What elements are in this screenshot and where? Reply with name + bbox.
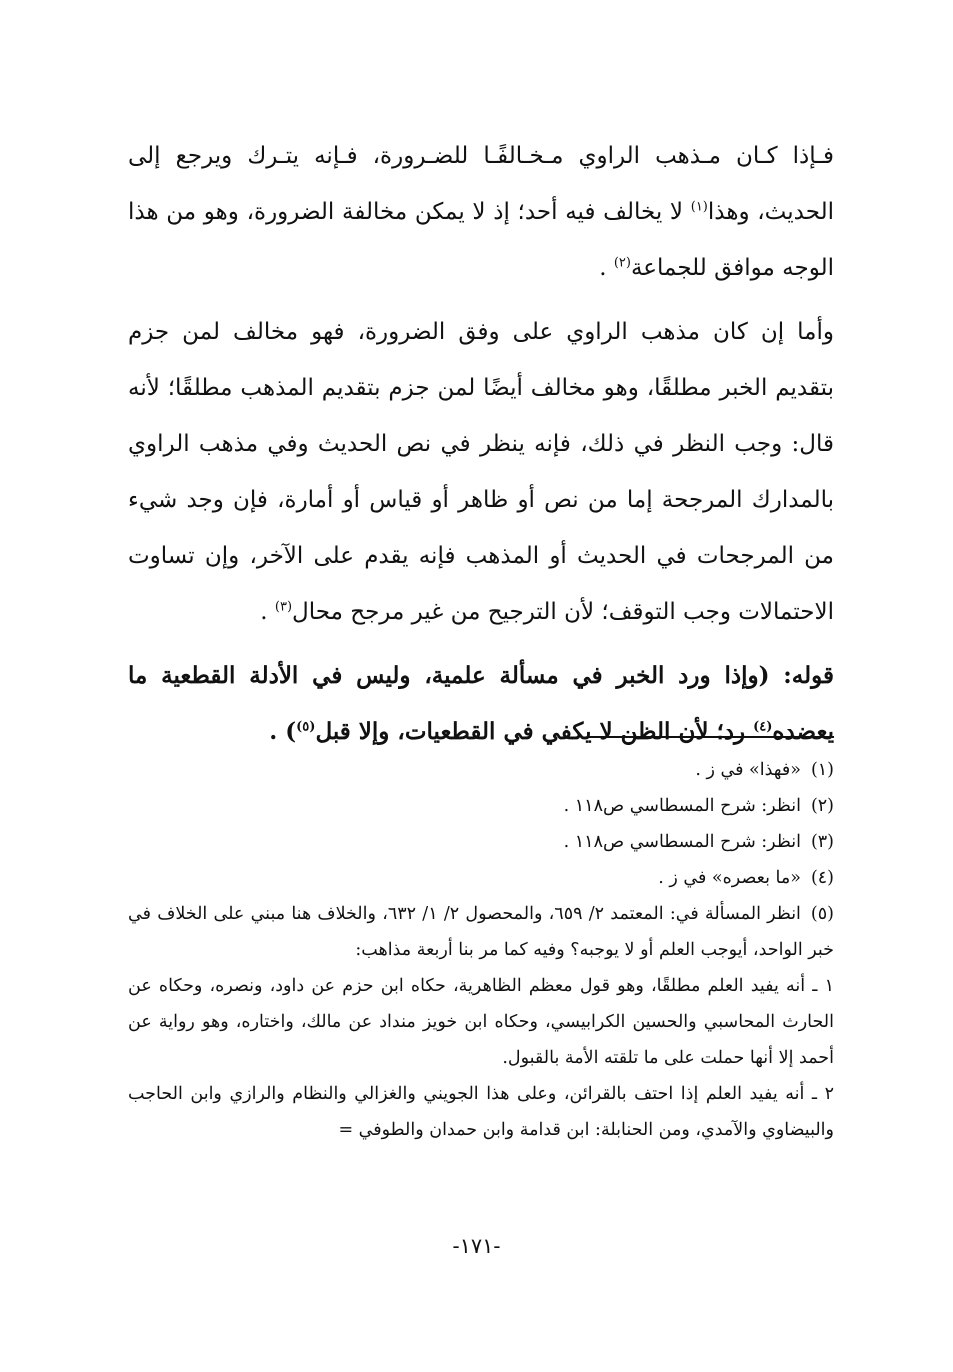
quoted-matn-end: ) .: [269, 718, 297, 745]
paragraph-1-end: .: [599, 255, 614, 281]
footnote-1: [128, 752, 834, 788]
footnotes: [128, 752, 834, 1148]
footnote-3: [128, 824, 834, 860]
footnote-number: (١): [810, 760, 834, 780]
footnote-text: انظر: شرح المسطاسي ص١١٨ .: [563, 796, 801, 816]
quoted-matn: [128, 648, 834, 760]
paragraph-1: [128, 128, 834, 296]
paragraph-2: [128, 304, 834, 640]
paragraph-1-part-a: فـإذا كـان مـذهب الراوي مـخـالفًـا للضـرورة، فـإنه يتـرك ويرجع إلى الحديث، وهذا: [128, 143, 834, 225]
footnote-number: (٢): [810, 796, 834, 816]
footnote-text: انظر المسألة في: المعتمد ٢/ ٦٥٩، والمحصول ٢/ ١/ ٦٣٢، والخلاف هنا مبني على الخلاف في خبر الواحد، أيوجب العلم أو لا يوجبه؟ وفيه كما مر بنا أربعة مذاهب:: [128, 904, 834, 960]
footnote-text: انظر: شرح المسطاسي ص١١٨ .: [563, 832, 801, 852]
page-number: -١٧١-: [452, 1234, 501, 1258]
footnote-number: (٣): [810, 832, 834, 852]
footnote-2: [128, 788, 834, 824]
footnote-text: «فهذا» في ز .: [695, 760, 801, 780]
footnote-ref-5: (٥): [296, 719, 316, 735]
paragraph-2-part-a: وأما إن كان مذهب الراوي على وفق الضرورة، فهو مخالف لمن جزم بتقديم الخبر مطلقًا، وهو مخالف أيضًا لمن جزم بتقديم المذهب مطلقًا؛ لأنه قال: وجب النظر في ذلك، فإنه ينظر في نص الحديث وفي مذهب الراوي بالمدارك المرجحة إما من نص أو ظاهر أو قياس أو أمارة، فإن وجد شيء من المرجحات في الحديث أو المذهب فإنه يقدم على الآخر، وإن تساوت الاحتمالات وجب التوقف؛ لأن الترجيح من غير مرجح محال: [128, 319, 834, 625]
footnote-ref-1: (١): [690, 199, 708, 215]
quoted-matn-part-a: قوله: (وإذا ورد الخبر في مسألة علمية، وليس في الأدلة القطعية ما يعضده: [128, 662, 834, 745]
footnote-5-item-2: ٢ ـ أنه يفيد العلم إذا احتف بالقرائن، وعلى هذا الجويني والغزالي والنظام والرازي وابن الحاجب والبيضاوي والآمدي، ومن الحنابلة: ابن قدامة وابن حمدان والطوفي =: [128, 1084, 834, 1140]
footnote-number: (٥): [810, 904, 834, 924]
paragraph-1-part-b: لا يخالف فيه أحد؛ إذ لا يمكن مخالفة الضرورة، وهو من هذا الوجه موافق للجماعة: [128, 199, 834, 281]
footnote-ref-3: (٣): [274, 599, 293, 615]
main-text: [128, 128, 834, 760]
paragraph-2-end: .: [260, 599, 275, 625]
footnote-5-item-1: ١ ـ أنه يفيد العلم مطلقًا، وهو قول معظم الظاهرية، حكاه ابن حزم عن داود، ونصره، وحكاه عن الحارث المحاسبي والحسين الكرابيسي، وحكاه ابن خويز منداد عن مالك، واختاره، وهو رواية عن أحمد إلا أنها حملت على ما تلقته الأمة بالقبول.: [128, 976, 834, 1068]
footnote-text: «ما بعصره» في ز .: [658, 868, 801, 888]
footnote-4: [128, 860, 834, 896]
footnote-number: (٤): [810, 868, 834, 888]
footnote-5: [128, 896, 834, 968]
footnote-ref-2: (٢): [613, 255, 631, 271]
quoted-matn-part-b: رد؛ لأن الظن لا يكفي في القطعيات، وإلا قبل: [315, 718, 754, 745]
footnote-separator: [588, 736, 834, 738]
footnote-ref-4: (٤): [753, 719, 773, 735]
